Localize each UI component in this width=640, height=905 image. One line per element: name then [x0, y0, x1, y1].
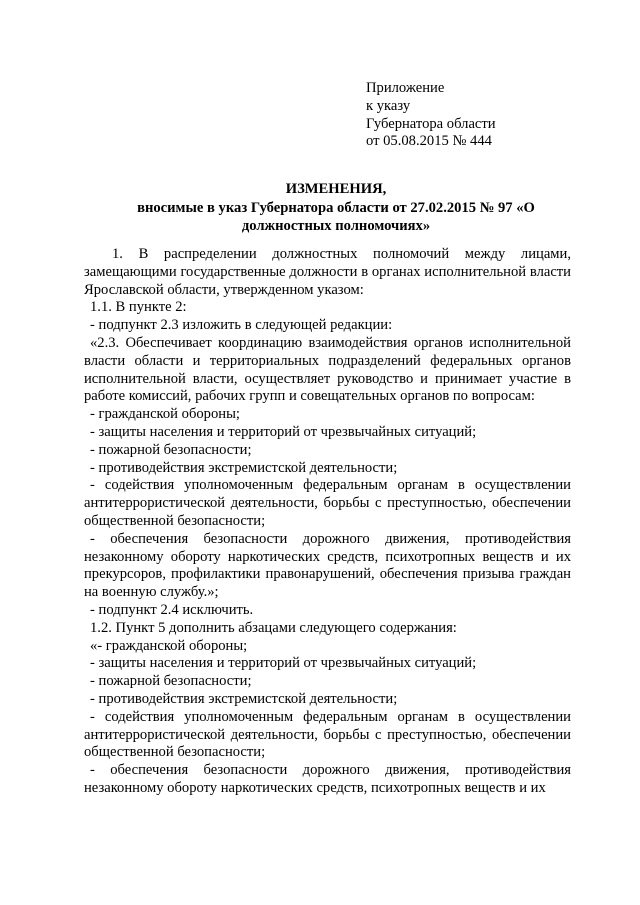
title-subtitle-line: вносимые в указ Губернатора области от 27.02.2015 № 97 «О: [137, 199, 535, 216]
document-body: [84, 246, 571, 798]
list-item: - защиты населения и территорий от чрезвычайных ситуаций;: [90, 423, 477, 440]
list-item: - пожарной безопасности;: [90, 673, 252, 690]
paragraph: «2.3. Обеспечивает координацию взаимодействия органов исполнительной власти области и территориальных подразделений федеральных органов исполнительной власти, осуществляет руководство и принимает участие в работе комиссий, рабочих групп и совещательных органов по вопросам:: [84, 334, 571, 405]
appendix-block: [366, 80, 606, 151]
appendix-line: Губернатора области: [366, 115, 496, 132]
paragraph: 1.2. Пункт 5 дополнить абзацами следующего содержания:: [90, 619, 457, 636]
paragraph: 1. В распределении должностных полномочий между лицами, замещающими государственные должности в органах исполнительной власти Ярославской области, утвержденном указом:: [84, 246, 571, 298]
paragraph: 1.1. В пункте 2:: [90, 299, 187, 316]
list-item: - обеспечения безопасности дорожного движения, противодействия незаконному обороту наркотических средств, психотропных веществ и их прекурсоров, профилактики правонарушений, обеспечения призыва граждан на военную службу.»;: [84, 530, 571, 601]
title-subtitle-line: должностных полномочиях»: [241, 217, 431, 234]
appendix-line: от 05.08.2015 № 444: [366, 133, 492, 150]
list-item: - противодействия экстремистской деятельности;: [90, 690, 398, 707]
appendix-line: к указу: [366, 97, 411, 114]
paragraph: - подпункт 2.4 исключить.: [90, 601, 254, 618]
list-item: - противодействия экстремистской деятельности;: [90, 459, 398, 476]
list-item: «- гражданской обороны;: [90, 637, 248, 654]
document-title: [84, 181, 588, 235]
list-item: - гражданской обороны;: [90, 406, 240, 423]
list-item: - защиты населения и территорий от чрезвычайных ситуаций;: [90, 655, 477, 672]
title-heading: ИЗМЕНЕНИЯ,: [285, 181, 387, 197]
list-item: - пожарной безопасности;: [90, 441, 252, 458]
list-item: - обеспечения безопасности дорожного движения, противодействия незаконному обороту наркотических средств, психотропных веществ и их: [84, 762, 571, 796]
list-item: - содействия уполномоченным федеральным органам в осуществлении антитеррористической деятельности, борьбы с преступностью, обеспечении общественной безопасности;: [84, 708, 571, 761]
appendix-line: Приложение: [366, 80, 445, 96]
list-item: - содействия уполномоченным федеральным органам в осуществлении антитеррористической деятельности, борьбы с преступностью, обеспечении общественной безопасности;: [84, 477, 571, 529]
paragraph: - подпункт 2.3 изложить в следующей редакции:: [90, 317, 393, 334]
